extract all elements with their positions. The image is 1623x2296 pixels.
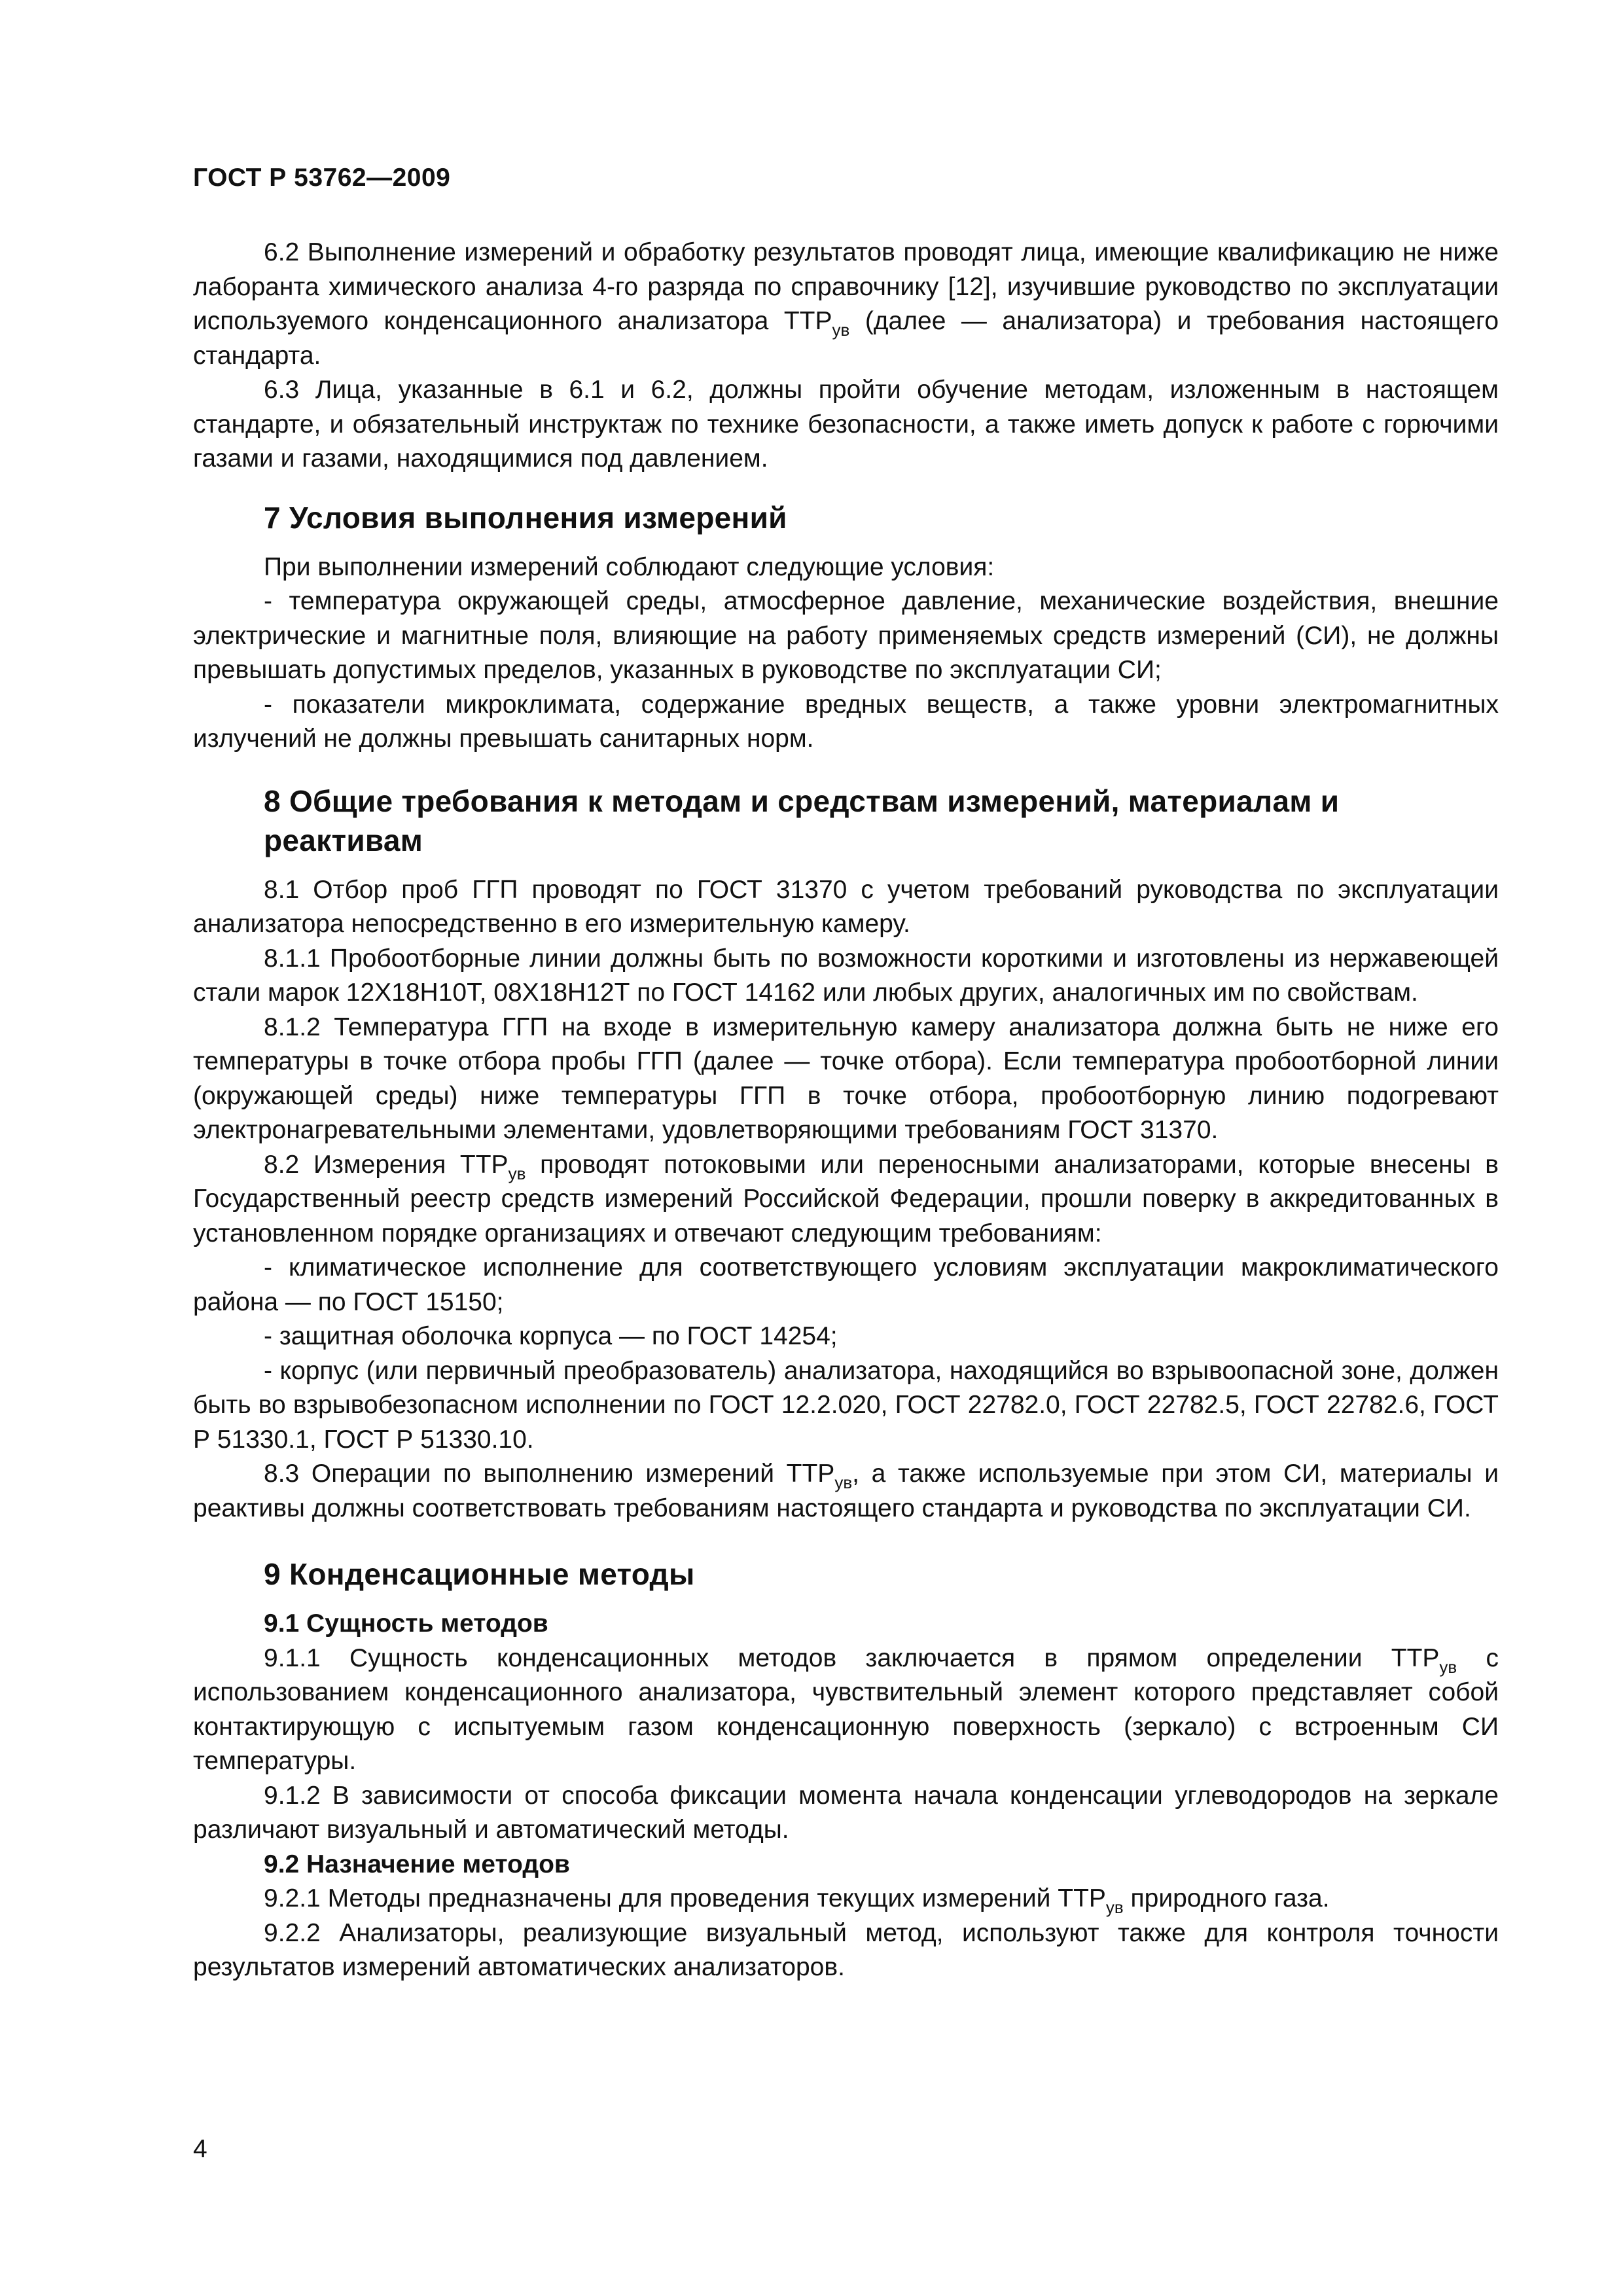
- subsection-heading-9-2: 9.2 Назначение методов: [264, 1850, 570, 1878]
- list-item-8-2-b: - защитная оболочка корпуса — по ГОСТ 14254;: [264, 1322, 838, 1350]
- list-item-7-b: - показатели микроклимата, содержание вредных веществ, а также уровни электромагнитных излучений не должны превышать санитарных норм.: [193, 690, 1499, 753]
- section-heading-8: 8 Общие требования к методам и средствам измерений, материалам и реактивам: [264, 783, 1340, 857]
- section-heading-9: 9 Конденсационные методы: [264, 1557, 695, 1591]
- paragraph-8-3: 8.3 Операции по выполнению измерений $ТТР_{ув}$, а также используемые при этом СИ, материалы и реактивы должны соответствовать требованиям настоящего стандарта и руководства по эксплуатации СИ.: [193, 1460, 1499, 1522]
- document-body: [193, 236, 1499, 1985]
- paragraph-9-2-2: 9.2.2 Анализаторы, реализующие визуальный метод, используют также для контроля точности результатов измерений автоматических анализаторов.: [193, 1918, 1499, 1981]
- subsection-heading-9-1: 9.1 Сущность методов: [264, 1609, 548, 1638]
- page-number: 4: [193, 2135, 207, 2163]
- list-item-8-2-a: - климатическое исполнение для соответствующего условиям эксплуатации макроклиматического района — по ГОСТ 15150;: [193, 1253, 1499, 1316]
- standard-header: ГОСТ Р 53762—2009: [193, 164, 451, 192]
- paragraph-6-3: 6.3 Лица, указанные в 6.1 и 6.2, должны пройти обучение методам, изложенным в настоящем стандарте, и обязательный инструктаж по технике безопасности, а также иметь допуск к работе с горючими газами и газами, находящимися под давлением.: [193, 376, 1499, 473]
- paragraph-9-1-1: 9.1.1 Сущность конденсационных методов заключается в прямом определении $ТТР_{ув}$ с использованием конденсационного анализатора, чувствительный элемент которого представляет собой контактирующую с испытуемым газом конденсационную поверхность (зеркало) с встроенным СИ температуры.: [193, 1643, 1499, 1775]
- section-heading-7: 7 Условия выполнения измерений: [264, 500, 787, 535]
- paragraph-7-intro: При выполнении измерений соблюдают следующие условия:: [264, 552, 995, 581]
- paragraph-9-2-1: 9.2.1 Методы предназначены для проведения текущих измерений $ТТР_{ув}$ природного газа.: [264, 1884, 1330, 1917]
- paragraph-8-1: 8.1 Отбор проб ГГП проводят по ГОСТ 31370 с учетом требований руководства по эксплуатации анализатора непосредственно в его измерительную камеру.: [193, 875, 1499, 938]
- list-item-7-a: - температура окружающей среды, атмосферное давление, механические воздействия, внешние электрические и магнитные поля, влияющие на работу применяемых средств измерений (СИ), не должны превышать допустимых пределов, указанных в руководстве по эксплуатации СИ;: [193, 587, 1499, 684]
- paragraph-8-1-1: 8.1.1 Пробоотборные линии должны быть по возможности короткими и изготовлены из нержавеющей стали марок 12Х18Н10Т, 08Х18Н12Т по ГОСТ 14162 или любых других, аналогичных им по свойствам.: [193, 944, 1499, 1007]
- paragraph-6-2: 6.2 Выполнение измерений и обработку результатов проводят лица, имеющие квалификацию не ниже лаборанта химического анализа 4-го разряда по справочнику [12], изучившие руководство по эксплуатации используемого конденсационного анализатора $ТТР_{ув}$ (далее — анализатора) и требования настоящего стандарта.: [193, 238, 1499, 370]
- paragraph-8-1-2: 8.1.2 Температура ГГП на входе в измерительную камеру анализатора должна быть не ниже его температуры в точке отбора пробы ГГП (далее — точке отбора). Если температура пробоотборной линии (окружающей среды) ниже температуры ГГП в точке отбора, пробоотборную линию подогревают электронагревательными элементами, удовлетворяющими требованиям ГОСТ 31370.: [193, 1013, 1499, 1144]
- paragraph-8-2: 8.2 Измерения $ТТР_{ув}$ проводят потоковыми или переносными анализаторами, которые внесены в Государственный реестр средств измерений Российской Федерации, прошли поверку в аккредитованных в установленном порядке организациях и отвечают следующим требованиям:: [193, 1150, 1499, 1247]
- list-item-8-2-c: - корпус (или первичный преобразователь) анализатора, находящийся во взрывоопасной зоне, должен быть во взрывобезопасном исполнении по ГОСТ 12.2.020, ГОСТ 22782.0, ГОСТ 22782.5, ГОСТ 22782.6, ГОСТ Р 51330.1, ГОСТ Р 51330.10.: [193, 1356, 1499, 1454]
- paragraph-9-1-2: 9.1.2 В зависимости от способа фиксации момента начала конденсации углеводородов на зеркале различают визуальный и автоматический методы.: [193, 1781, 1499, 1844]
